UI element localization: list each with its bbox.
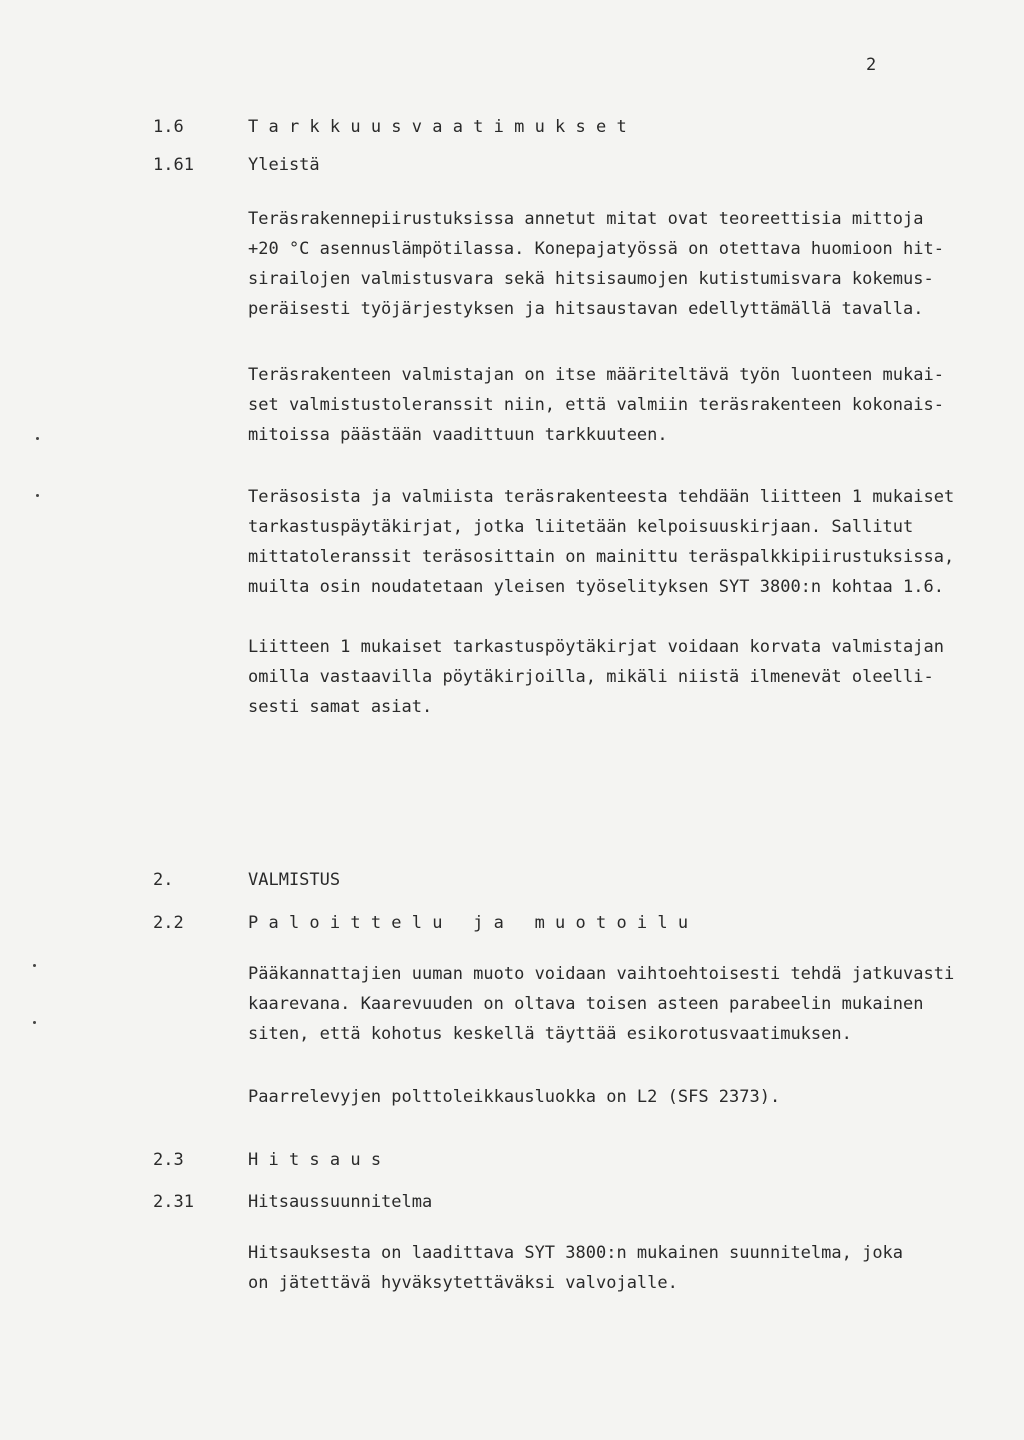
paragraph-general-1	[248, 204, 968, 324]
section-2-2-number: 2.2	[153, 913, 184, 933]
section-2-number: 2.	[153, 870, 174, 890]
text-line: Teräsosista ja valmiista teräsrakenteesta tehdään liitteen 1 mukaiset	[248, 487, 955, 507]
text-line: Teräsrakenteen valmistajan on itse määriteltävä työn luonteen mukai-	[248, 365, 944, 385]
scan-speck	[36, 437, 39, 440]
paragraph-general-3	[248, 482, 968, 602]
page-number: 2	[866, 55, 877, 75]
section-2-title: VALMISTUS	[248, 870, 341, 890]
paragraph-cutting-2	[248, 1082, 968, 1112]
text-line: siten, että kohotus keskellä täyttää esikorotusvaatimuksen.	[248, 1024, 852, 1044]
scan-speck	[33, 964, 36, 967]
text-line: sesti samat asiat.	[248, 697, 433, 717]
section-1-61-number: 1.61	[153, 155, 194, 175]
text-line: set valmistustoleranssit niin, että valmiin teräsrakenteen kokonais-	[248, 395, 944, 415]
text-line: peräisesti työjärjestyksen ja hitsaustavan edellyttämällä tavalla.	[248, 299, 924, 319]
text-line: Paarrelevyjen polttoleikkausluokka on L2 (SFS 2373).	[248, 1087, 781, 1107]
paragraph-general-2	[248, 360, 968, 450]
text-line: tarkastuspäytäkirjat, jotka liitetään kelpoisuuskirjaan. Sallitut	[248, 517, 914, 537]
text-line: Pääkannattajien uuman muoto voidaan vaihtoehtoisesti tehdä jatkuvasti	[248, 964, 955, 984]
text-line: kaarevana. Kaarevuuden on oltava toisen asteen parabeelin mukainen	[248, 994, 924, 1014]
text-line: +20 °C asennuslämpötilassa. Konepajatyössä on otettava huomioon hit-	[248, 239, 944, 259]
paragraph-welding-1	[248, 1238, 968, 1298]
section-2-3-number: 2.3	[153, 1150, 184, 1170]
section-1-6-title: T a r k k u u s v a a t i m u k s e t	[248, 117, 627, 137]
paragraph-general-4	[248, 632, 968, 722]
section-2-31-number: 2.31	[153, 1192, 194, 1212]
section-2-3-title: H i t s a u s	[248, 1150, 382, 1170]
section-2-2-title: P a l o i t t e l u j a m u o t o i l u	[248, 913, 689, 933]
paragraph-cutting-1	[248, 959, 968, 1049]
scan-speck	[36, 494, 39, 497]
text-line: on jätettävä hyväksytettäväksi valvojalle.	[248, 1273, 678, 1293]
text-line: Teräsrakennepiirustuksissa annetut mitat ovat teoreettisia mittoja	[248, 209, 924, 229]
text-line: sirailojen valmistusvara sekä hitsisaumojen kutistumisvara kokemus-	[248, 269, 934, 289]
text-line: Liitteen 1 mukaiset tarkastuspöytäkirjat voidaan korvata valmistajan	[248, 637, 944, 657]
text-line: mittatoleranssit teräsosittain on mainittu teräspalkkipiirustuksissa,	[248, 547, 955, 567]
text-line: mitoissa päästään vaadittuun tarkkuuteen.	[248, 425, 668, 445]
section-1-6-number: 1.6	[153, 117, 184, 137]
text-line: muilta osin noudatetaan yleisen työselityksen SYT 3800:n kohtaa 1.6.	[248, 577, 944, 597]
section-2-31-title: Hitsaussuunnitelma	[248, 1192, 433, 1212]
scan-speck	[33, 1021, 36, 1024]
text-line: Hitsauksesta on laadittava SYT 3800:n mukainen suunnitelma, joka	[248, 1243, 904, 1263]
section-1-61-title: Yleistä	[248, 155, 320, 175]
text-line: omilla vastaavilla pöytäkirjoilla, mikäli niistä ilmenevät oleelli-	[248, 667, 934, 687]
